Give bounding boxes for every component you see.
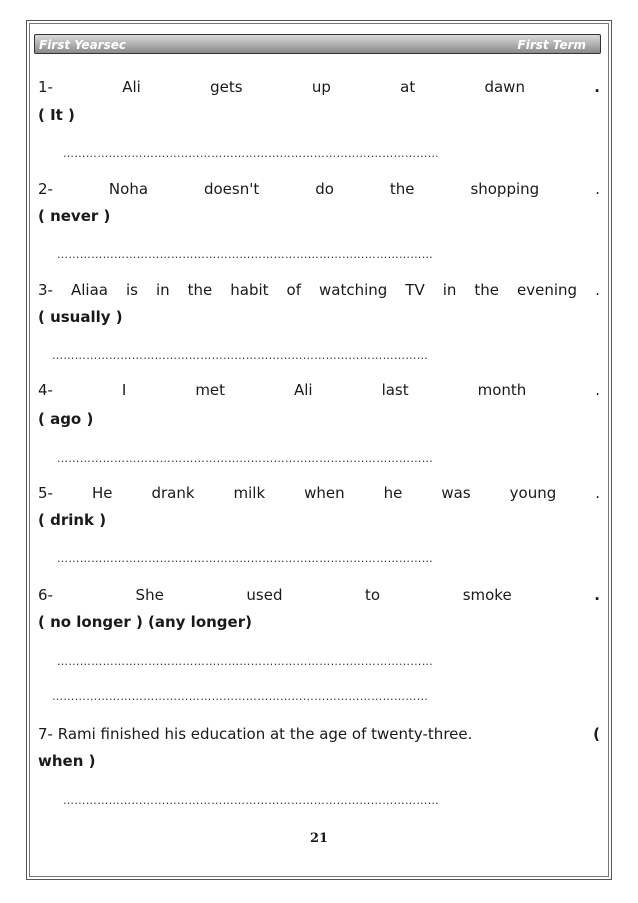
- word: TV: [405, 281, 425, 299]
- word: 6-: [38, 586, 53, 604]
- word: I: [121, 381, 127, 399]
- sentence-end-mark: .: [595, 484, 600, 502]
- word: Noha: [108, 180, 149, 198]
- word: habit: [230, 281, 269, 299]
- answer-line-7[interactable]: ………………………………………………………………………………………: [63, 794, 440, 806]
- answer-line-1[interactable]: ………………………………………………………………………………………: [63, 147, 440, 159]
- word: at: [400, 78, 416, 96]
- hint-2: ( never ): [38, 207, 111, 225]
- header-left-title: First Yearsec: [39, 38, 126, 52]
- word: 1-: [38, 78, 53, 96]
- sentence-end-mark: .: [595, 281, 600, 299]
- word: Aliaa: [70, 281, 108, 299]
- word: to: [365, 586, 381, 604]
- word: milk: [233, 484, 266, 502]
- word: smoke: [462, 586, 512, 604]
- sentence-7: [38, 725, 600, 743]
- word: 2-: [38, 180, 53, 198]
- sentence-end-mark: .: [594, 586, 600, 604]
- word: used: [246, 586, 283, 604]
- word: Ali: [122, 78, 141, 96]
- sentence-3: [38, 281, 600, 299]
- word: 3-: [38, 281, 53, 299]
- header-bar: [34, 34, 601, 54]
- hint-5: ( drink ): [38, 511, 107, 529]
- word: drank: [151, 484, 195, 502]
- sentence-6: [38, 586, 600, 604]
- word: in: [442, 281, 457, 299]
- word: the: [474, 281, 500, 299]
- word: do: [315, 180, 334, 198]
- word: evening: [517, 281, 578, 299]
- word: She: [135, 586, 164, 604]
- answer-line-6b[interactable]: ………………………………………………………………………………………: [52, 690, 429, 702]
- word: doesn't: [203, 180, 260, 198]
- hint-7: when ): [38, 752, 96, 770]
- word: Ali: [294, 381, 313, 399]
- word: last: [381, 381, 409, 399]
- answer-line-2[interactable]: ………………………………………………………………………………………: [57, 248, 434, 260]
- sentence-1: [38, 78, 600, 96]
- sentence-end-mark: .: [595, 381, 600, 399]
- word: young: [509, 484, 557, 502]
- word: gets: [210, 78, 243, 96]
- hint-6: ( no longer ) (any longer): [38, 613, 252, 631]
- sentence-end-mark: (: [593, 725, 600, 743]
- word: He: [91, 484, 113, 502]
- answer-line-4[interactable]: ………………………………………………………………………………………: [57, 452, 434, 464]
- word: met: [195, 381, 226, 399]
- answer-line-5[interactable]: ………………………………………………………………………………………: [57, 552, 434, 564]
- hint-1: ( It ): [38, 106, 75, 124]
- header-right-title: First Term: [517, 38, 586, 52]
- word: 5-: [38, 484, 53, 502]
- word: watching: [319, 281, 388, 299]
- answer-line-6a[interactable]: ………………………………………………………………………………………: [57, 655, 434, 667]
- word: the: [389, 180, 415, 198]
- word: dawn: [484, 78, 525, 96]
- word: when: [304, 484, 345, 502]
- word: the: [187, 281, 213, 299]
- hint-3: ( usually ): [38, 308, 123, 326]
- word: of: [286, 281, 301, 299]
- word: in: [155, 281, 170, 299]
- sentence-2: [38, 180, 600, 198]
- word: month: [477, 381, 527, 399]
- word: up: [311, 78, 331, 96]
- word: 4-: [38, 381, 53, 399]
- word: is: [125, 281, 138, 299]
- sentence-5: [38, 484, 600, 502]
- hint-4: ( ago ): [38, 410, 94, 428]
- word: he: [383, 484, 403, 502]
- sentence-end-mark: .: [595, 180, 600, 198]
- word: shopping: [470, 180, 540, 198]
- sentence-text: 7- Rami finished his education at the age of twenty-three.: [38, 725, 473, 743]
- word: was: [441, 484, 471, 502]
- page-number: 21: [309, 831, 329, 846]
- sentence-end-mark: .: [594, 78, 600, 96]
- sentence-4: [38, 381, 600, 399]
- answer-line-3[interactable]: ………………………………………………………………………………………: [52, 349, 429, 361]
